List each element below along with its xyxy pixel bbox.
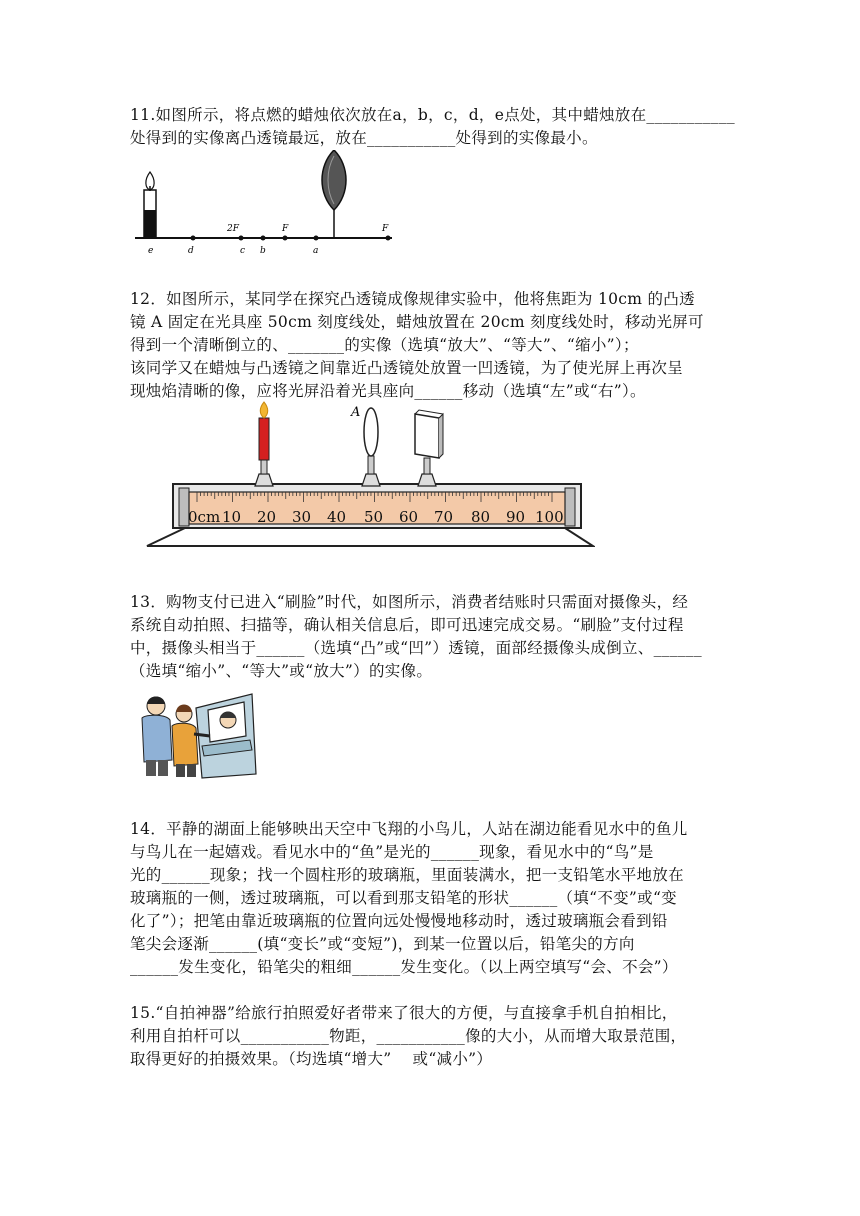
question-14-line-7: ______发生变化，铅笔尖的粗细______发生变化。（以上两空填写“会、不会”）: [130, 958, 678, 976]
scale-label-40: 40: [327, 508, 347, 526]
light-screen-icon: [415, 410, 443, 486]
point-label-c: c: [240, 246, 246, 256]
point-label-b: b: [260, 246, 266, 256]
question-12: [130, 288, 732, 403]
scale-label-0: 0cm: [188, 508, 221, 526]
scale-label-100: 100: [535, 508, 564, 526]
question-14-line-3: 光的______现象；找一个圆柱形的玻璃瓶，里面装满水，把一支铅笔水平地放在: [130, 866, 684, 884]
scale-label-20: 20: [257, 508, 277, 526]
question-12-line-3: 得到一个清晰倒立的、_______的实像（选填“放大”、“等大”、“缩小”）；: [130, 336, 639, 354]
question-11: [130, 104, 735, 150]
question-12-line-5: 现烛焰清晰的像，应将光屏沿着光具座向______移动（选填“左”或“右”）。: [130, 382, 646, 400]
question-14-line-2: 与鸟儿在一起嬉戏。看见水中的“鱼”是光的______现象，看见水中的“鸟”是: [130, 843, 654, 861]
lens-label: A: [351, 405, 361, 420]
label-f-right: F: [382, 224, 389, 234]
point-label-a: a: [313, 246, 319, 256]
label-f-left: F: [282, 224, 289, 234]
convex-lens-icon: [322, 150, 346, 238]
scale-label-70: 70: [434, 508, 454, 526]
question-14-line-5: 化了”）；把笔由靠近玻璃瓶的位置向远处慢慢地移动时，透过玻璃瓶会看到铅: [130, 912, 668, 930]
scale-label-60: 60: [399, 508, 419, 526]
question-11-line-2: 处得到的实像离凸透镜最远，放在___________处得到的实像最小。: [130, 129, 598, 147]
customer-icon: [142, 697, 172, 777]
scale-label-30: 30: [292, 508, 312, 526]
question-12-line-2: 镜 A 固定在光具座 50cm 刻度线处，蜡烛放置在 20cm 刻度线处时，移动光屏可: [130, 313, 704, 331]
question-13: [130, 591, 732, 683]
question-12-line-1: 12．如图所示，某同学在探究凸透镜成像规律实验中，他将焦距为 10cm 的凸透: [130, 290, 695, 308]
question-13-line-2: 系统自动拍照、扫描等，确认相关信息后，即可迅速完成交易。“刷脸”支付过程: [130, 616, 684, 634]
question-15-line-3: 取得更好的拍摄效果。（均选填“增大” 或“减小”）: [130, 1050, 493, 1068]
question-15: [130, 1002, 732, 1071]
face-payment-illustration: [132, 684, 260, 779]
candle-icon: [255, 402, 273, 486]
question-12-line-4: 该同学又在蜡烛与凸透镜之间靠近凸透镜处放置一凹透镜，为了使光屏上再次呈: [130, 359, 684, 377]
label-2f: 2F: [227, 224, 239, 234]
candle-icon: [144, 172, 156, 238]
question-13-line-4: （选填“缩小”、“等大”或“放大”）的实像。: [130, 662, 433, 680]
scale-label-50: 50: [364, 508, 384, 526]
question-14-line-6: 笔尖会逐渐______(填“变长”或“变短”)，到某一位置以后，铅笔尖的方向: [130, 935, 635, 953]
question-14-line-1: 14．平静的湖面上能够映出天空中飞翔的小鸟儿，人站在湖边能看见水中的鱼儿: [130, 820, 688, 838]
scale-label-80: 80: [471, 508, 491, 526]
question-13-line-1: 13．购物支付已进入“刷脸”时代，如图所示，消费者结账时只需面对摄像头，经: [130, 593, 689, 611]
question-11-line-1: 11.如图所示，将点燃的蜡烛依次放在a，b，c，d，e点处，其中蜡烛放在___________: [130, 106, 735, 124]
scale-label-90: 90: [506, 508, 526, 526]
q11-candle-lens-figure: [130, 150, 400, 260]
point-label-d: d: [188, 246, 194, 256]
question-14: [130, 818, 732, 979]
question-14-line-4: 玻璃瓶的一侧，透过玻璃瓶，可以看到那支铅笔的形状______（填“不变”或“变: [130, 889, 677, 907]
point-label-e: e: [148, 246, 154, 256]
question-15-line-1: 15.“自拍神器”给旅行拍照爱好者带来了很大的方便，与直接拿手机自拍相比，: [130, 1004, 678, 1022]
question-15-line-2: 利用自拍杆可以___________物距，___________像的大小，从而增大取景范围，: [130, 1027, 687, 1045]
optical-bench-figure: [145, 400, 595, 550]
scale-label-10: 10: [222, 508, 242, 526]
question-13-line-3: 中，摄像头相当于______（选填“凸”或“凹”）透镜，面部经摄像头成倒立、______: [130, 639, 702, 657]
convex-lens-icon: [350, 405, 380, 486]
